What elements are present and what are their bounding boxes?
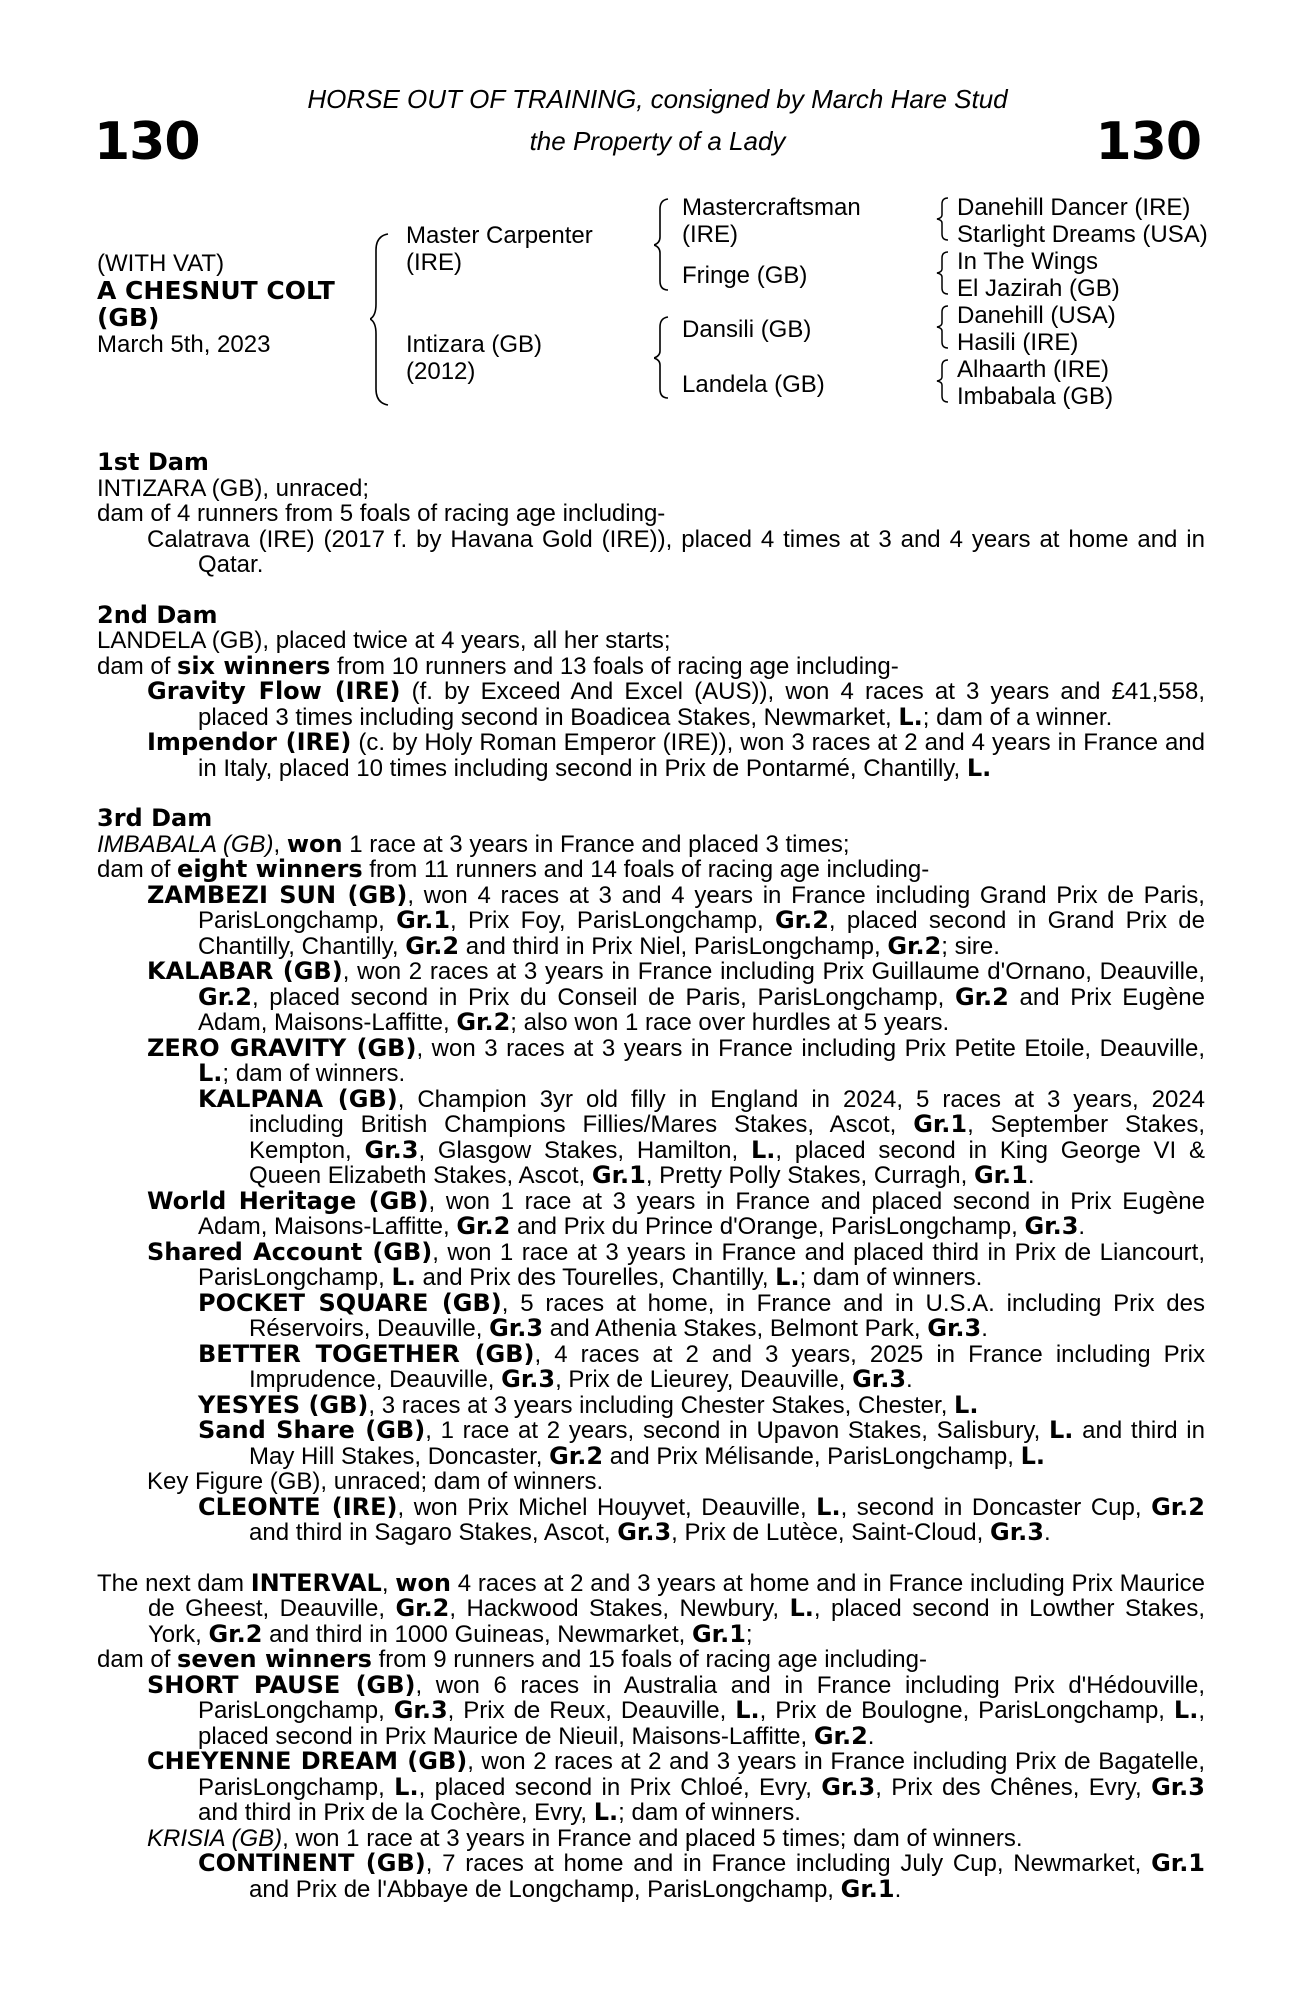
produce-entry: YESYES (GB), 3 races at 3 years including Chester Stakes, Chester, L. xyxy=(198,1390,979,1419)
third-dam-heading: 3rd Dam xyxy=(97,804,213,832)
produce-entry: KALABAR (GB), won 2 races at 3 years in France including Prix Guillaume d'Ornano, Deauville, Gr.2, placed second in Prix du Conseil de Paris, ParisLongchamp, Gr.2 and Prix Eugène Adam, Maisons-Laffitte, Gr.2; also won 1 race over hurdles at 5 years. xyxy=(147,957,1205,1036)
third-dam-line-1: IMBABALA (GB), won 1 race at 3 years in France and placed 3 times; xyxy=(97,829,850,858)
next-dam-line-1: The next dam INTERVAL, won 4 races at 2 and 3 years at home and in France including Prix Maurice de Gheest, Deauville, Gr.2, Hackwood Stakes, Newbury, L., placed second in Lowther Stakes, York, Gr.2 and third in 1000 Guineas, Newmarket, Gr.1; xyxy=(97,1568,1205,1648)
pedigree-brace-1 xyxy=(370,232,394,407)
pedigree-brace-3a xyxy=(936,196,950,242)
produce-entry: Gravity Flow (IRE) (f. by Exceed And Excel (AUS)), won 4 races at 3 years and £41,558, placed 3 times including second in Boadicea Stakes, Newmarket, L.; dam of a winner. xyxy=(147,677,1206,731)
produce-entry: CONTINENT (GB), 7 races at home and in France including July Cup, Newmarket, Gr.1 and Prix de l'Abbaye de Longchamp, ParisLongchamp, Gr.1. xyxy=(198,1849,1206,1903)
gen3-4: El Jazirah (GB) xyxy=(957,275,1120,302)
horse-foaled: March 5th, 2023 xyxy=(97,331,271,358)
dam-sire: Dansili (GB) xyxy=(682,316,812,343)
produce-entry: ZERO GRAVITY (GB), won 3 races at 3 years in France including Prix Petite Etoile, Deauville, L.; dam of winners. xyxy=(147,1033,1206,1087)
produce-entry: KALPANA (GB), Champion 3yr old filly in England in 2024, 5 races at 3 years, 2024 including British Champions Fillies/Mares Stakes, Ascot, Gr.1, September Stakes, Kempton, Gr.3, Glasgow Stakes, Hamilton, L., placed second in King George VI & Queen Elizabeth Stakes, Ascot, Gr.1, Pretty Polly Stakes, Curragh, Gr.1. xyxy=(198,1084,1206,1189)
gen3-6: Hasili (IRE) xyxy=(957,329,1079,356)
horse-name-country: (GB) xyxy=(97,303,160,332)
lot-number-right: 130 xyxy=(1095,112,1201,172)
gen3-2: Starlight Dreams (USA) xyxy=(957,221,1208,248)
produce-entry: CLEONTE (IRE), won Prix Michel Houyvet, Deauville, L., second in Doncaster Cup, Gr.2 and third in Sagaro Stakes, Ascot, Gr.3, Prix de Lutèce, Saint-Cloud, Gr.3. xyxy=(198,1492,1205,1546)
produce-entry: KRISIA (GB), won 1 race at 3 years in France and placed 5 times; dam of winners. xyxy=(147,1824,1023,1852)
pedigree-brace-2a xyxy=(654,197,674,292)
header-line-1: HORSE OUT OF TRAINING, consigned by March Hare Stud xyxy=(307,84,1008,114)
pedigree-brace-3c xyxy=(936,304,950,350)
gen3-1: Danehill Dancer (IRE) xyxy=(957,194,1191,221)
sire-dam: Fringe (GB) xyxy=(682,262,808,289)
pedigree-brace-3b xyxy=(936,250,950,296)
first-dam-heading: 1st Dam xyxy=(97,448,209,476)
produce-entry: Calatrava (IRE) (2017 f. by Havana Gold (IRE)), placed 4 times at 3 and 4 years at home and in Qatar. xyxy=(147,525,1205,578)
dam-name: Intizara (GB) xyxy=(406,331,543,358)
produce-entry: BETTER TOGETHER (GB), 4 races at 2 and 3 years, 2025 in France including Prix Imprudence, Deauville, Gr.3, Prix de Lieurey, Deauville, Gr.3. xyxy=(198,1339,1205,1393)
horse-name: A CHESNUT COLT xyxy=(97,276,335,305)
first-dam-line-2: dam of 4 runners from 5 foals of racing age including- xyxy=(97,500,666,527)
produce-entry: Impendor (IRE) (c. by Holy Roman Emperor (IRE)), won 3 races at 2 and 4 years in France and in Italy, placed 10 times including second in Prix de Pontarmé, Chantilly, L. xyxy=(147,728,1206,782)
produce-entry: ZAMBEZI SUN (GB), won 4 races at 3 and 4 years in France including Grand Prix de Paris, ParisLongchamp, Gr.1, Prix Foy, ParisLongchamp, Gr.2, placed second in Grand Prix de Chantilly, Chantilly, Gr.2 and third in Prix Niel, ParisLongchamp, Gr.2; sire. xyxy=(147,880,1205,960)
header-line-2: the Property of a Lady xyxy=(529,126,786,156)
catalogue-body xyxy=(97,450,1205,1902)
pedigree-brace-3d xyxy=(936,358,950,404)
sire-country: (IRE) xyxy=(406,249,462,276)
gen3-3: In The Wings xyxy=(957,248,1098,275)
second-dam-heading: 2nd Dam xyxy=(97,600,218,629)
first-dam-line-1: INTIZARA (GB), unraced; xyxy=(97,474,370,502)
dam-year: (2012) xyxy=(406,358,476,385)
lot-number-left: 130 xyxy=(94,112,200,172)
winner-name: Impendor (IRE) xyxy=(147,728,352,756)
sire-sire-country: (IRE) xyxy=(682,221,738,248)
sire-sire: Mastercraftsman xyxy=(682,194,861,221)
next-dam-line-2: dam of seven winners from 9 runners and 15 foals of racing age including- xyxy=(97,1645,927,1673)
gen3-8: Imbabala (GB) xyxy=(957,383,1114,410)
dam-dam: Landela (GB) xyxy=(682,371,825,398)
second-dam-line-2: dam of six winners from 10 runners and 13 foals of racing age including- xyxy=(97,651,899,680)
third-dam-line-2: dam of eight winners from 11 runners and 14 foals of racing age including- xyxy=(97,855,930,883)
produce-entry: Key Figure (GB), unraced; dam of winners. xyxy=(147,1468,604,1495)
produce-entry: SHORT PAUSE (GB), won 6 races in Australia and in France including Prix d'Hédouville, ParisLongchamp, Gr.3, Prix de Reux, Deauville, L., Prix de Boulogne, ParisLongchamp, L., placed second in Prix Maurice de Nieuil, Maisons-Laffitte, Gr.2. xyxy=(147,1670,1205,1750)
produce-entry: World Heritage (GB), won 1 race at 3 years in France and placed second in Prix Eugène Adam, Maisons-Laffitte, Gr.2 and Prix du Prince d'Orange, ParisLongchamp, Gr.3. xyxy=(147,1186,1205,1240)
second-dam-line-1: LANDELA (GB), placed twice at 4 years, all her starts; xyxy=(97,627,671,654)
produce-entry: Sand Share (GB), 1 race at 2 years, second in Upavon Stakes, Salisbury, L. and third in May Hill Stakes, Doncaster, Gr.2 and Prix Mélisande, ParisLongchamp, L. xyxy=(198,1416,1205,1470)
sire-name: Master Carpenter xyxy=(406,222,593,249)
produce-entry: Shared Account (GB), won 1 race at 3 years in France and placed third in Prix de Liancourt, ParisLongchamp, L. and Prix des Tourelles, Chantilly, L.; dam of winners. xyxy=(147,1237,1205,1291)
produce-entry: CHEYENNE DREAM (GB), won 2 races at 2 and 3 years in France including Prix de Bagatelle, ParisLongchamp, L., placed second in Prix Chloé, Evry, Gr.3, Prix des Chênes, Evry, Gr.3 and third in Prix de la Cochère, Evry, L.; dam of winners. xyxy=(147,1747,1206,1826)
gen3-5: Danehill (USA) xyxy=(957,302,1116,329)
produce-entry: POCKET SQUARE (GB), 5 races at home, in France and in U.S.A. including Prix des Réservoirs, Deauville, Gr.3 and Athenia Stakes, Belmont Park, Gr.3. xyxy=(198,1288,1205,1342)
gen3-7: Alhaarth (IRE) xyxy=(957,356,1110,383)
winner-name: Gravity Flow (IRE) xyxy=(147,677,401,705)
pedigree-brace-2b xyxy=(654,315,674,400)
horse-vat: (WITH VAT) xyxy=(97,250,225,277)
consignor-header xyxy=(0,78,1315,162)
